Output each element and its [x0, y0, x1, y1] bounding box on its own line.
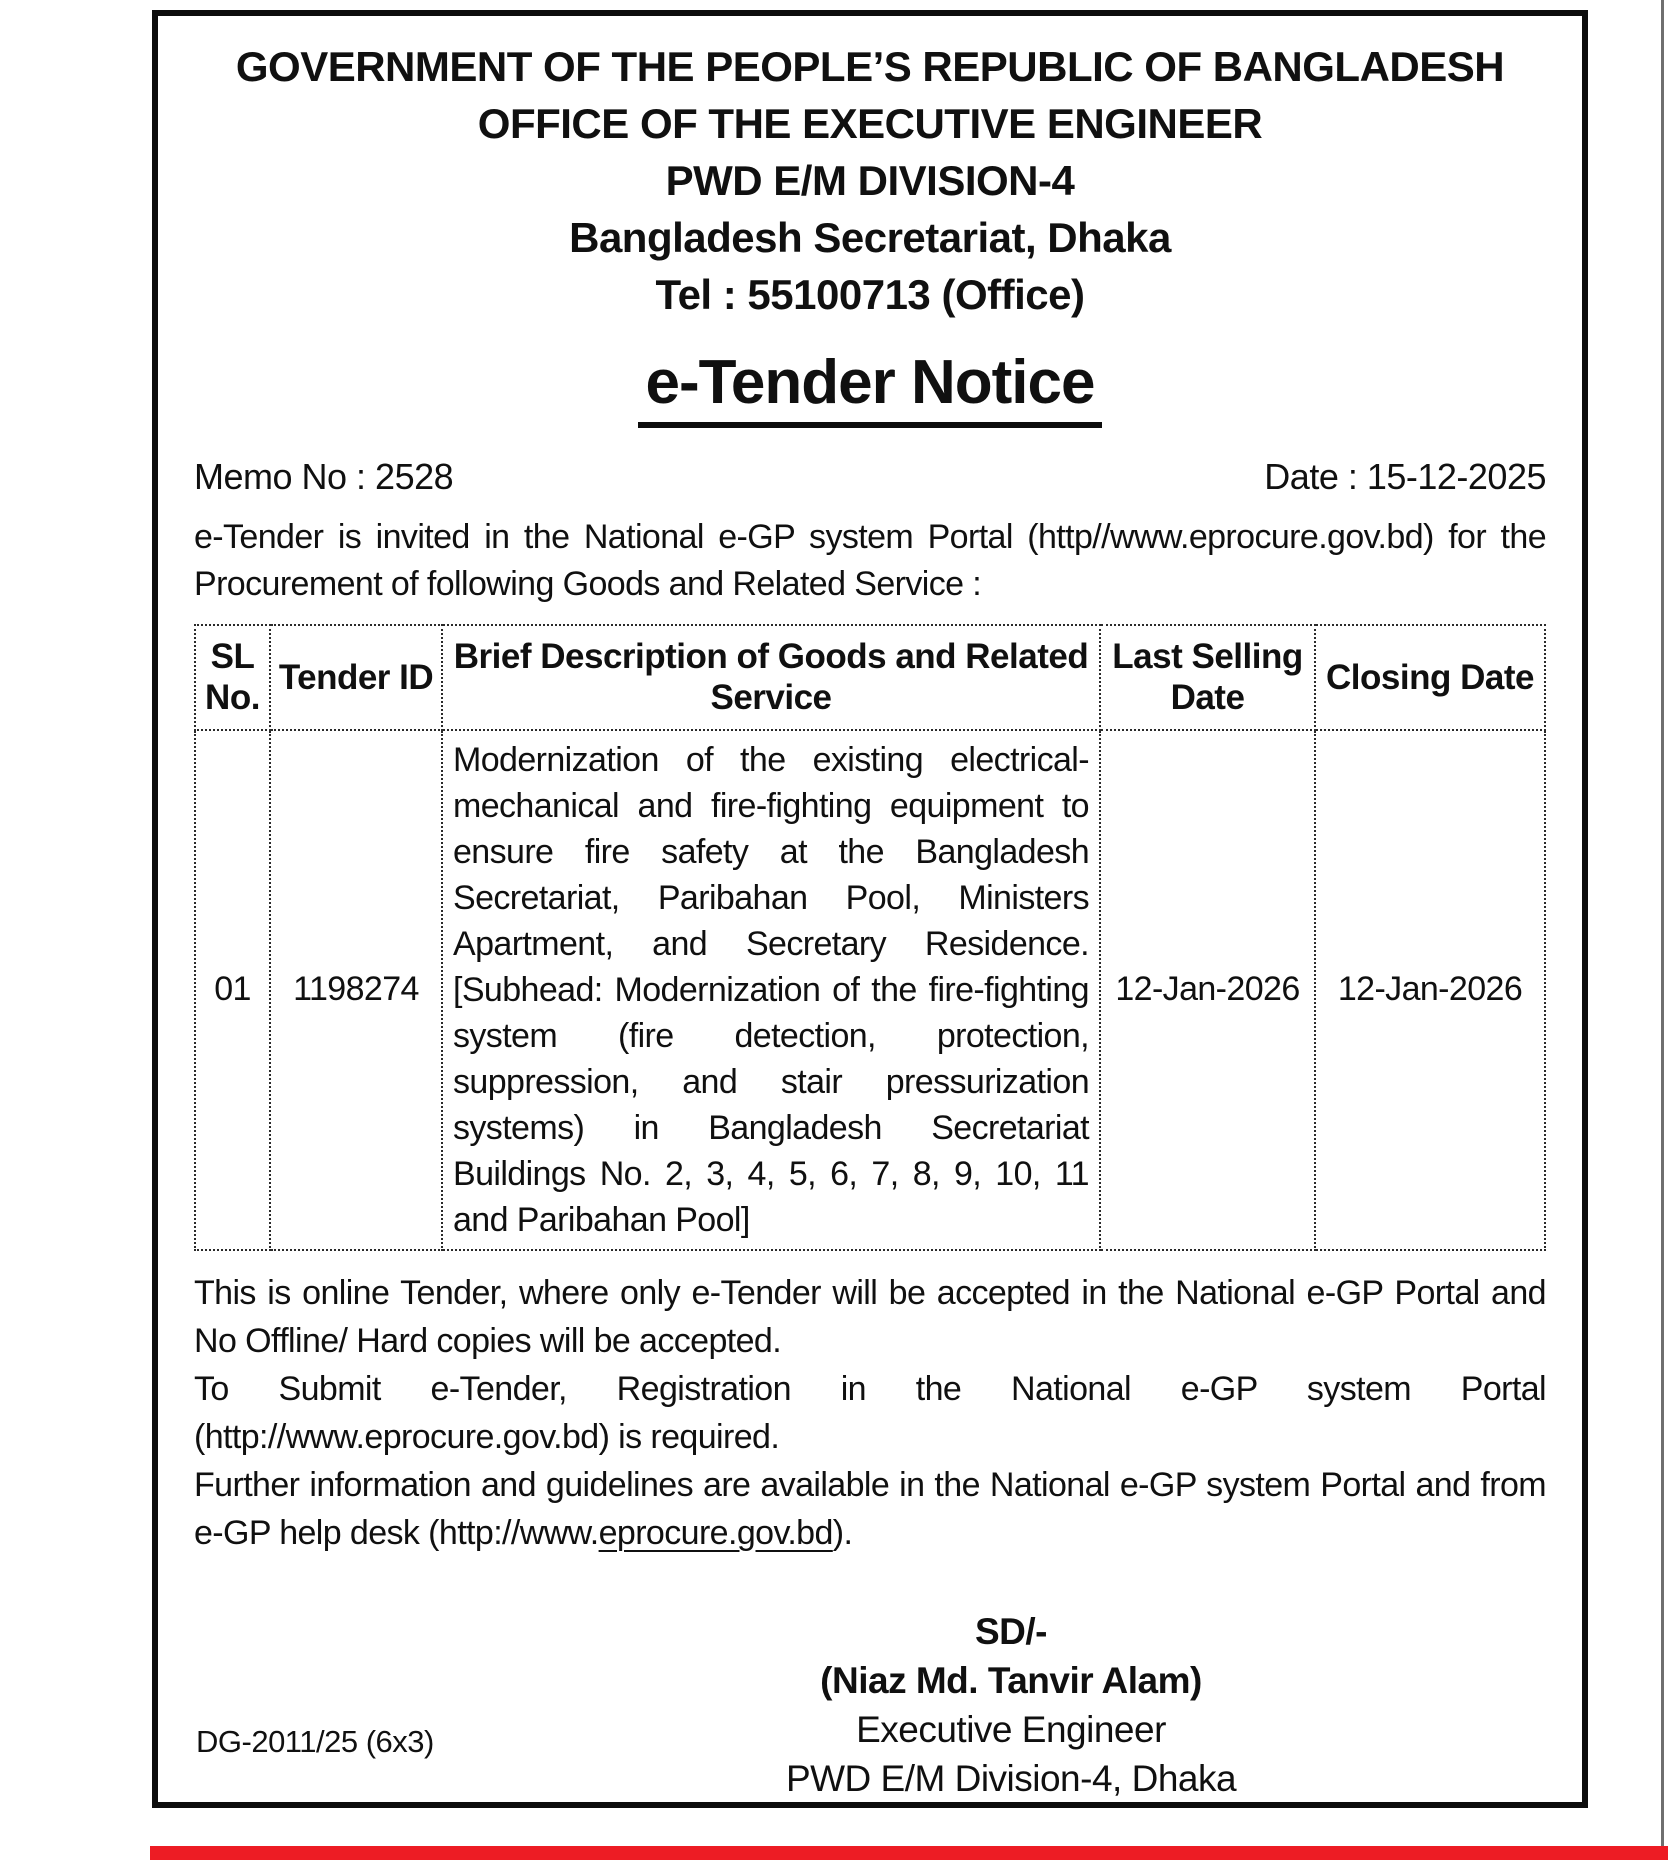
- org-header: [194, 38, 1546, 323]
- newspaper-column-rule: [1661, 0, 1664, 1860]
- col-header-last-selling-date: Last Selling Date: [1100, 625, 1315, 730]
- col-header-sl-no: SL No.: [195, 625, 270, 730]
- signature-name: (Niaz Md. Tanvir Alam): [820, 1659, 1202, 1701]
- org-phone: Tel : 55100713 (Office): [655, 271, 1085, 318]
- note-further-info: [194, 1461, 1546, 1557]
- title-wrap: [194, 347, 1546, 428]
- org-office: OFFICE OF THE EXECUTIVE ENGINEER: [477, 100, 1263, 147]
- cell-sl-no: 01: [195, 730, 270, 1250]
- tender-table-header: [195, 625, 1545, 730]
- signature-block: [691, 1607, 1331, 1803]
- tender-table: [194, 624, 1546, 1251]
- memo-date: Date : 15-12-2025: [1264, 456, 1546, 497]
- org-name: GOVERNMENT OF THE PEOPLE’S REPUBLIC OF BANGLADESH: [235, 43, 1505, 90]
- tender-table-body: [195, 730, 1545, 1250]
- signature-sd: SD/-: [975, 1610, 1047, 1652]
- cell-tender-id: 1198274: [270, 730, 442, 1250]
- note-further-suffix: ).: [832, 1513, 853, 1552]
- note-further-prefix: Further information and guidelines are available in the National e-GP system Portal and from e-GP help desk (http://www.: [194, 1465, 1546, 1552]
- footer-red-bar: [150, 1846, 1668, 1860]
- col-header-description: Brief Description of Goods and Related Service: [442, 625, 1100, 730]
- print-reference: DG-2011/25 (6x3): [196, 1724, 434, 1759]
- note-online-tender: This is online Tender, where only e-Tender will be accepted in the National e-GP Portal and No Offline/ Hard copies will be accepted.: [194, 1273, 1546, 1360]
- col-header-tender-id: Tender ID: [270, 625, 442, 730]
- table-row: [195, 730, 1545, 1250]
- org-address: Bangladesh Secretariat, Dhaka: [569, 214, 1171, 261]
- page-title: e-Tender Notice: [638, 347, 1103, 428]
- memo-row: [194, 456, 1546, 498]
- intro-paragraph: e-Tender is invited in the National e-GP system Portal (http//www.eprocure.gov.bd) for the Procurement of following Goods and Related Service :: [194, 518, 1546, 603]
- col-header-closing-date: Closing Date: [1315, 625, 1545, 730]
- cell-description: Modernization of the existing electrical- mechanical and fire-fighting equipment to ensure fire safety at the Bangladesh Secretariat, Paribahan Pool, Ministers Apartment, and Secretary Residence. [Subhead: Modernization of the fire-fighting system (fire detection, protection, suppression, and stair pressurization systems) in Bangladesh Secretariat Buildings No. 2, 3, 4, 5, 6, 7, 8, 9, 10, 11 and Paribahan Pool]: [442, 730, 1100, 1250]
- notes-section: [194, 1269, 1546, 1557]
- header-row: [195, 625, 1545, 730]
- signature-designation: Executive Engineer: [856, 1708, 1166, 1750]
- cell-last-selling-date: 12-Jan-2026: [1100, 730, 1315, 1250]
- org-division: PWD E/M DIVISION-4: [665, 157, 1075, 204]
- helpdesk-url: eprocure.gov.bd: [598, 1513, 833, 1552]
- cell-closing-date: 12-Jan-2026: [1315, 730, 1545, 1250]
- signature-office: PWD E/M Division-4, Dhaka: [785, 1757, 1237, 1799]
- tender-notice-box: [152, 10, 1588, 1808]
- note-registration: To Submit e-Tender, Registration in the National e-GP system Portal (http://www.eprocure.gov.bd) is required.: [194, 1369, 1546, 1456]
- memo-number: Memo No : 2528: [194, 456, 454, 497]
